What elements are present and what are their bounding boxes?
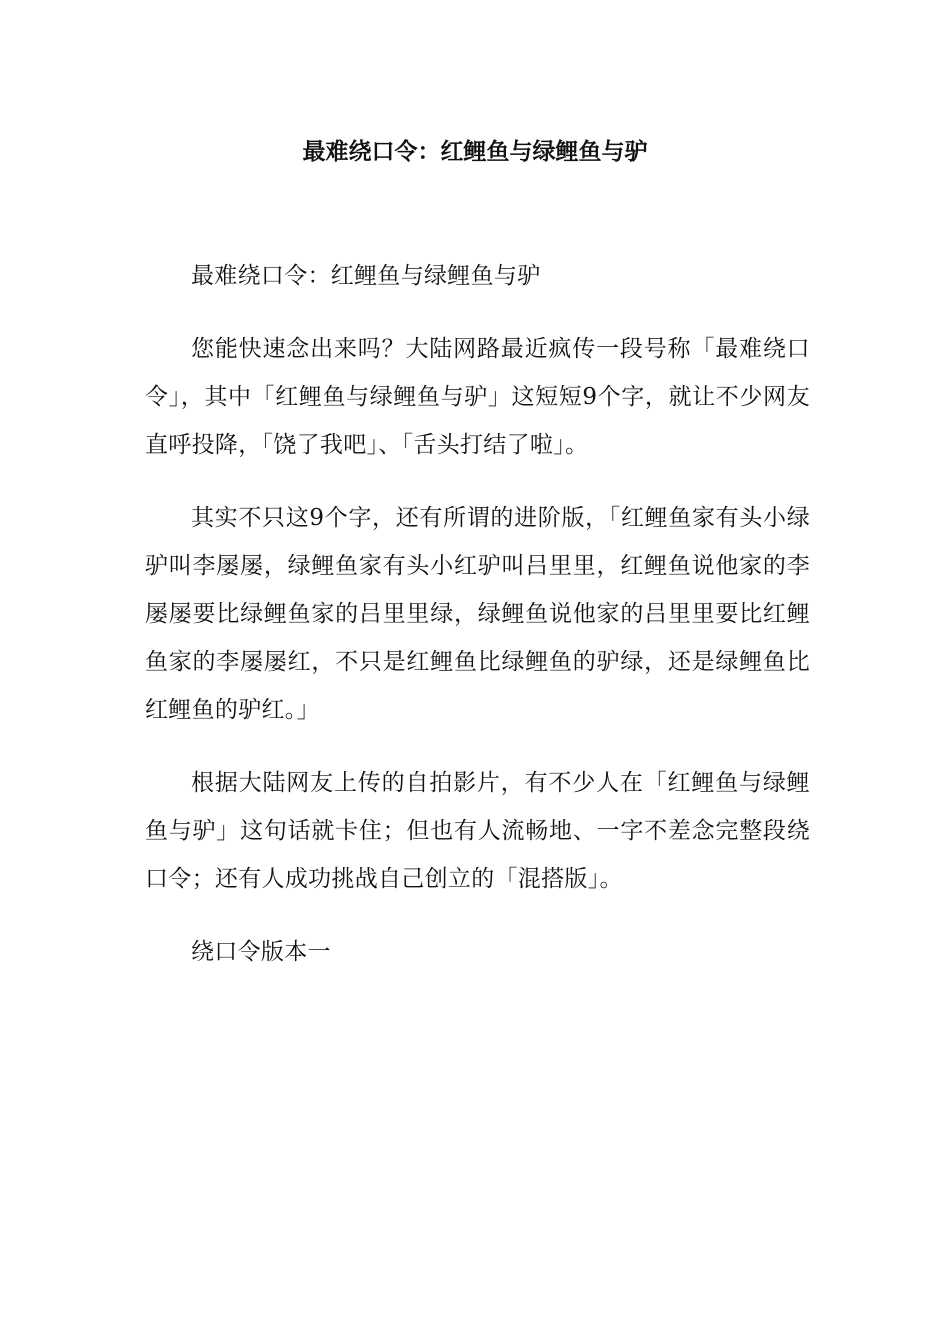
document-body [145, 252, 810, 1001]
paragraph-intro: 您能快速念出来吗？大陆网路最近疯传一段号称「最难绕口令」，其中「红鲤鱼与绿鲤鱼与驴」这短短9个字，就让不少网友直呼投降，「饶了我吧」、「舌头打结了啦」。 [145, 336, 810, 458]
document-title: 最难绕口令：红鲤鱼与绿鲤鱼与驴 [302, 138, 648, 165]
paragraph-version-one-heading: 绕口令版本一 [191, 939, 331, 965]
paragraph-netizen-videos: 根据大陆网友上传的自拍影片，有不少人在「红鲤鱼与绿鲤鱼与驴」这句话就卡住；但也有人流畅地、一字不差念完整段绕口令；还有人成功挑战自己创立的「混搭版」。 [145, 770, 810, 892]
paragraph-heading-repeat: 最难绕口令：红鲤鱼与绿鲤鱼与驴 [191, 263, 541, 289]
paragraph-advanced-version: 其实不只这9个字，还有所谓的进阶版，「红鲤鱼家有头小绿驴叫李屡屡，绿鲤鱼家有头小红驴叫吕里里，红鲤鱼说他家的李屡屡要比绿鲤鱼家的吕里里绿，绿鲤鱼说他家的吕里里要比红鲤鱼家的李屡屡红，不只是红鲤鱼比绿鲤鱼的驴绿，还是绿鲤鱼比红鲤鱼的驴红。」 [145, 505, 810, 723]
